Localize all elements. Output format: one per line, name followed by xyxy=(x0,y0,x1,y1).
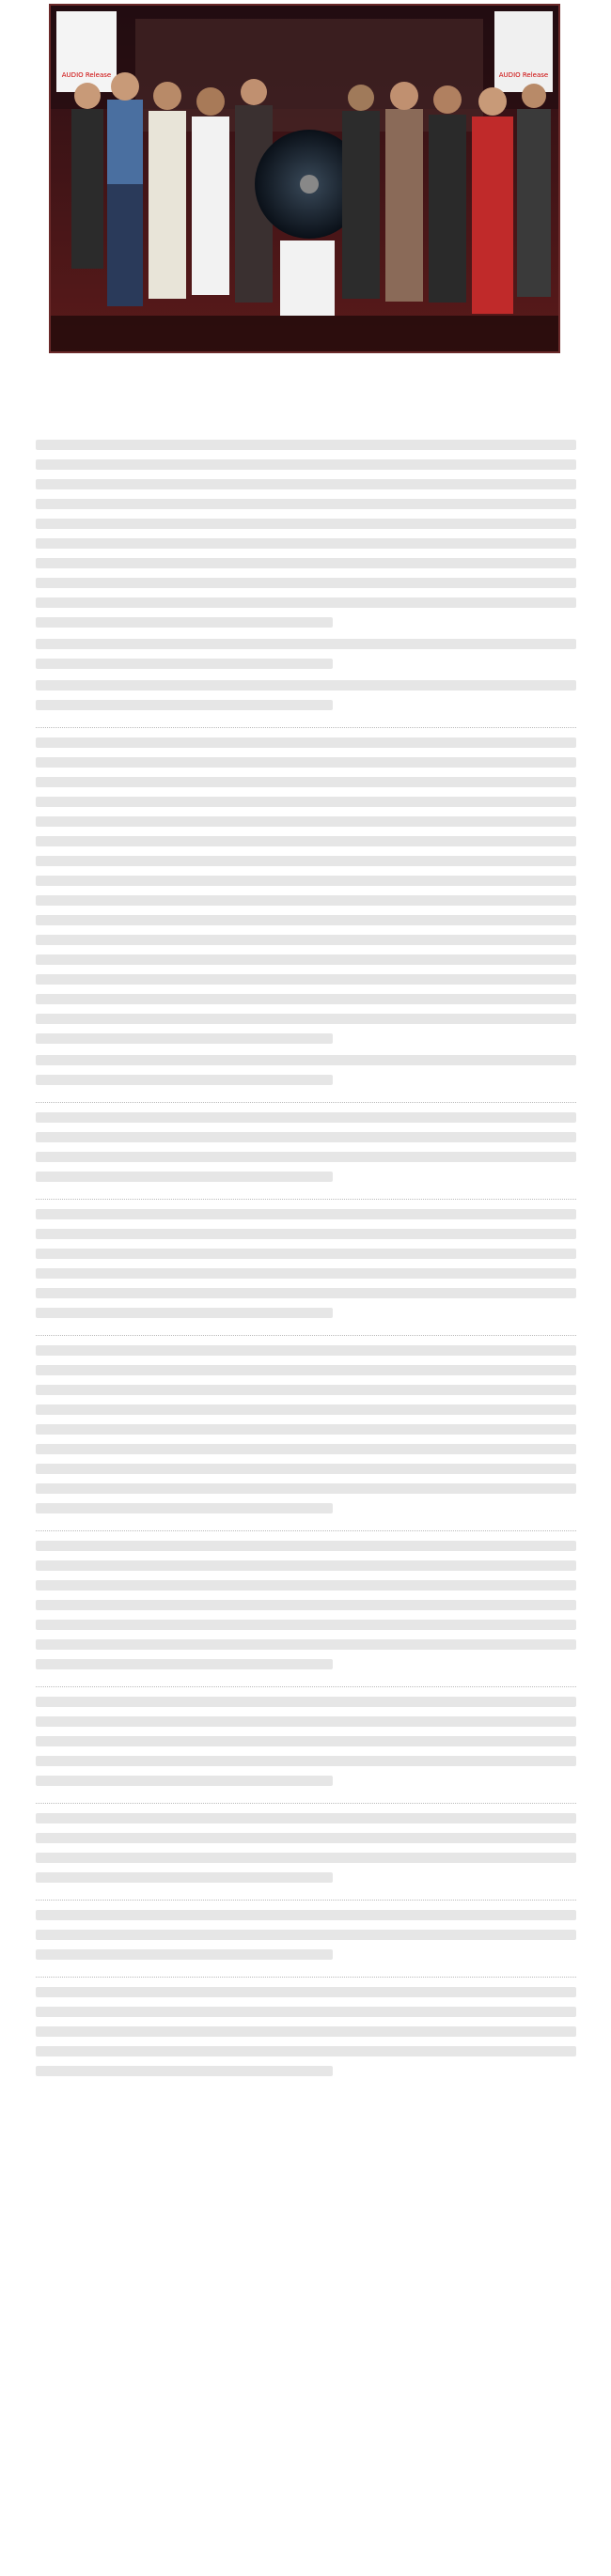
placeholder-line xyxy=(36,1055,576,1065)
illegible-text-placeholder xyxy=(36,1541,576,1669)
placeholder-line xyxy=(36,1014,576,1024)
placeholder-line xyxy=(36,1385,576,1395)
article-paragraph xyxy=(36,1345,576,1513)
illegible-text-placeholder xyxy=(36,1209,576,1318)
placeholder-line xyxy=(36,816,576,827)
placeholder-line xyxy=(36,2026,576,2037)
placeholder-line xyxy=(36,2066,333,2076)
illegible-text-placeholder xyxy=(36,680,576,710)
placeholder-line xyxy=(36,1268,576,1279)
placeholder-line xyxy=(36,1288,576,1298)
placeholder-line xyxy=(36,1444,576,1454)
placeholder-line xyxy=(36,1872,333,1883)
placeholder-line xyxy=(36,519,576,529)
placeholder-line xyxy=(36,1620,576,1630)
placeholder-line xyxy=(36,479,576,489)
section-heading xyxy=(36,1683,576,1687)
banner-left-label: AUDIO Release xyxy=(61,71,112,79)
banner-right xyxy=(494,11,553,92)
section-heading xyxy=(36,1195,576,1200)
illegible-text-placeholder xyxy=(36,1697,576,1786)
placeholder-line xyxy=(36,538,576,549)
article-paragraph xyxy=(36,1813,576,1883)
section-heading xyxy=(36,1896,576,1901)
placeholder-line xyxy=(36,700,333,710)
article-paragraph xyxy=(36,440,576,628)
placeholder-line xyxy=(36,2007,576,2017)
placeholder-line xyxy=(36,777,576,787)
event-photo-illustration xyxy=(51,6,558,351)
placeholder-line xyxy=(36,876,576,886)
placeholder-line xyxy=(36,578,576,588)
placeholder-line xyxy=(36,597,576,608)
placeholder-line xyxy=(36,974,576,985)
placeholder-line xyxy=(36,1560,576,1571)
article-body xyxy=(36,434,576,2087)
placeholder-line xyxy=(36,2046,576,2056)
placeholder-line xyxy=(36,1464,576,1474)
placeholder-line xyxy=(36,1987,576,1997)
illegible-text-placeholder xyxy=(36,1910,576,1960)
placeholder-line xyxy=(36,1541,576,1551)
placeholder-line xyxy=(36,1910,576,1920)
placeholder-line xyxy=(36,895,576,906)
placeholder-line xyxy=(36,459,576,470)
placeholder-line xyxy=(36,1075,333,1085)
illegible-text-placeholder xyxy=(36,1055,576,1085)
placeholder-line xyxy=(36,1209,576,1219)
illegible-text-placeholder xyxy=(36,639,576,669)
article-paragraph xyxy=(36,639,576,669)
placeholder-line xyxy=(36,1813,576,1823)
article-paragraph xyxy=(36,1910,576,1960)
section-heading xyxy=(36,723,576,728)
placeholder-line xyxy=(36,856,576,866)
illegible-text-placeholder xyxy=(36,1987,576,2076)
placeholder-line xyxy=(36,659,333,669)
illegible-text-placeholder xyxy=(36,737,576,1044)
illegible-text-placeholder xyxy=(36,1112,576,1182)
article-paragraph xyxy=(36,737,576,1044)
placeholder-line xyxy=(36,737,576,748)
section-heading xyxy=(36,1098,576,1103)
placeholder-line xyxy=(36,935,576,945)
placeholder-line xyxy=(36,994,576,1004)
placeholder-line xyxy=(36,1229,576,1239)
placeholder-line xyxy=(36,1345,576,1356)
placeholder-line xyxy=(36,1736,576,1746)
placeholder-line xyxy=(36,1483,576,1494)
article-paragraph xyxy=(36,1112,576,1182)
article-paragraph xyxy=(36,1209,576,1318)
placeholder-line xyxy=(36,639,576,649)
placeholder-line xyxy=(36,1659,333,1669)
placeholder-line xyxy=(36,836,576,846)
placeholder-line xyxy=(36,1756,576,1766)
placeholder-line xyxy=(36,558,576,568)
article-paragraph xyxy=(36,1987,576,2076)
placeholder-line xyxy=(36,1600,576,1610)
placeholder-line xyxy=(36,1033,333,1044)
placeholder-line xyxy=(36,680,576,691)
placeholder-line xyxy=(36,1503,333,1513)
placeholder-line xyxy=(36,617,333,628)
article-paragraph xyxy=(36,1697,576,1786)
article-paragraph xyxy=(36,680,576,710)
placeholder-line xyxy=(36,1833,576,1843)
placeholder-line xyxy=(36,1776,333,1786)
illegible-text-placeholder xyxy=(36,1813,576,1883)
placeholder-line xyxy=(36,1112,576,1123)
placeholder-line xyxy=(36,1152,576,1162)
banner-right-label: AUDIO Release xyxy=(498,71,549,79)
article-paragraph xyxy=(36,1055,576,1085)
placeholder-line xyxy=(36,1172,333,1182)
placeholder-line xyxy=(36,1308,333,1318)
event-photo xyxy=(49,4,560,353)
placeholder-line xyxy=(36,1639,576,1650)
placeholder-line xyxy=(36,1132,576,1142)
placeholder-line xyxy=(36,915,576,925)
placeholder-line xyxy=(36,1249,576,1259)
placeholder-line xyxy=(36,1949,333,1960)
placeholder-line xyxy=(36,440,576,450)
placeholder-line xyxy=(36,1424,576,1435)
placeholder-line xyxy=(36,1365,576,1375)
placeholder-line xyxy=(36,1404,576,1415)
illegible-text-placeholder xyxy=(36,440,576,628)
placeholder-line xyxy=(36,954,576,965)
placeholder-line xyxy=(36,1580,576,1591)
section-heading xyxy=(36,1331,576,1336)
section-heading xyxy=(36,1527,576,1531)
section-heading xyxy=(36,1973,576,1978)
placeholder-line xyxy=(36,757,576,768)
article-paragraph xyxy=(36,1541,576,1669)
placeholder-line xyxy=(36,499,576,509)
illegible-text-placeholder xyxy=(36,1345,576,1513)
placeholder-line xyxy=(36,1930,576,1940)
placeholder-line xyxy=(36,797,576,807)
banner-left xyxy=(56,11,117,92)
placeholder-line xyxy=(36,1697,576,1707)
section-heading xyxy=(36,1799,576,1804)
placeholder-line xyxy=(36,1716,576,1727)
placeholder-line xyxy=(36,1853,576,1863)
